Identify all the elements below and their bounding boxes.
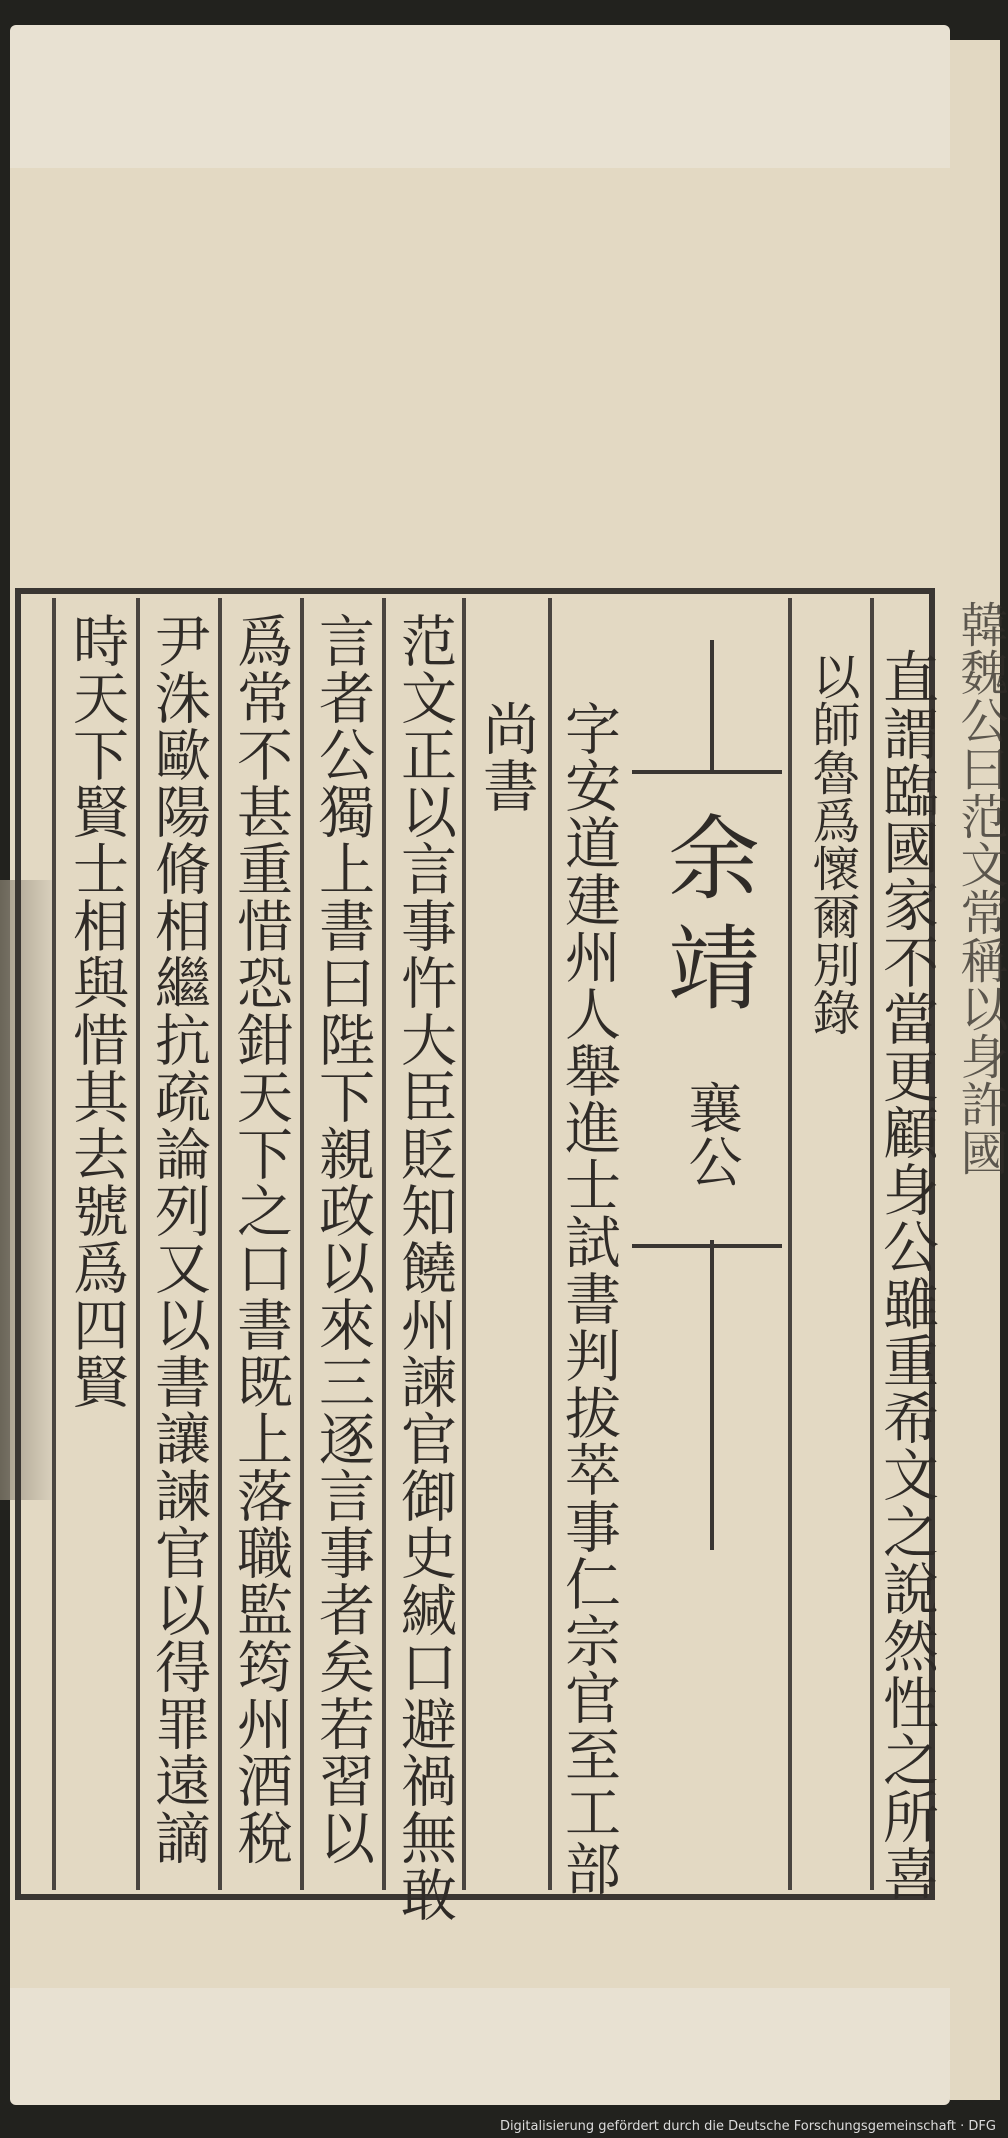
title-line-top — [710, 640, 714, 770]
column-rule — [52, 598, 56, 1890]
column-rule — [300, 598, 304, 1890]
text-column-8: 爲常不甚重惜恐鉗天下之口書既上落職監筠州酒稅 — [228, 612, 293, 1866]
text-column-6: 范文正以言事忤大臣貶知饒州諫官御史緘口避禍無敢 — [392, 612, 457, 1923]
column-rule — [136, 598, 140, 1890]
column-rule — [382, 598, 386, 1890]
title-name: 余靖 — [653, 810, 760, 1030]
text-column-1: 直謂臨國家不當更顧身公雖重希文之說然性之所喜 — [874, 648, 939, 1902]
column-rule — [218, 598, 222, 1890]
text-column-9: 尹洙歐陽脩相繼抗疏論列又以書讓諫官以得罪遠謫 — [146, 612, 211, 1866]
text-column-4: 字安道建州人舉進士試書判拔萃事仁宗官至工部 — [556, 700, 621, 1897]
title-honorific: 襄公 — [680, 1080, 743, 1188]
text-column-10: 時天下賢士相與惜其去號爲四賢 — [64, 612, 129, 1410]
right-page-column: 韓魏公曰范文常稱以身許國 — [952, 600, 1008, 1176]
column-rule — [548, 598, 552, 1890]
column-rule — [462, 598, 466, 1890]
title-line-bottom — [710, 1240, 714, 1550]
text-column-2: 以師魯爲懷爾別錄 — [804, 652, 860, 1036]
digitization-credit: Digitalisierung gefördert durch die Deutsche Forschungsgemeinschaft · DFG — [499, 2119, 996, 2134]
text-column-7: 言者公獨上書曰陛下親政以來三逐言事者矣若習以 — [310, 612, 375, 1866]
text-column-5: 尚書 — [474, 700, 539, 814]
column-rule — [788, 598, 792, 1890]
